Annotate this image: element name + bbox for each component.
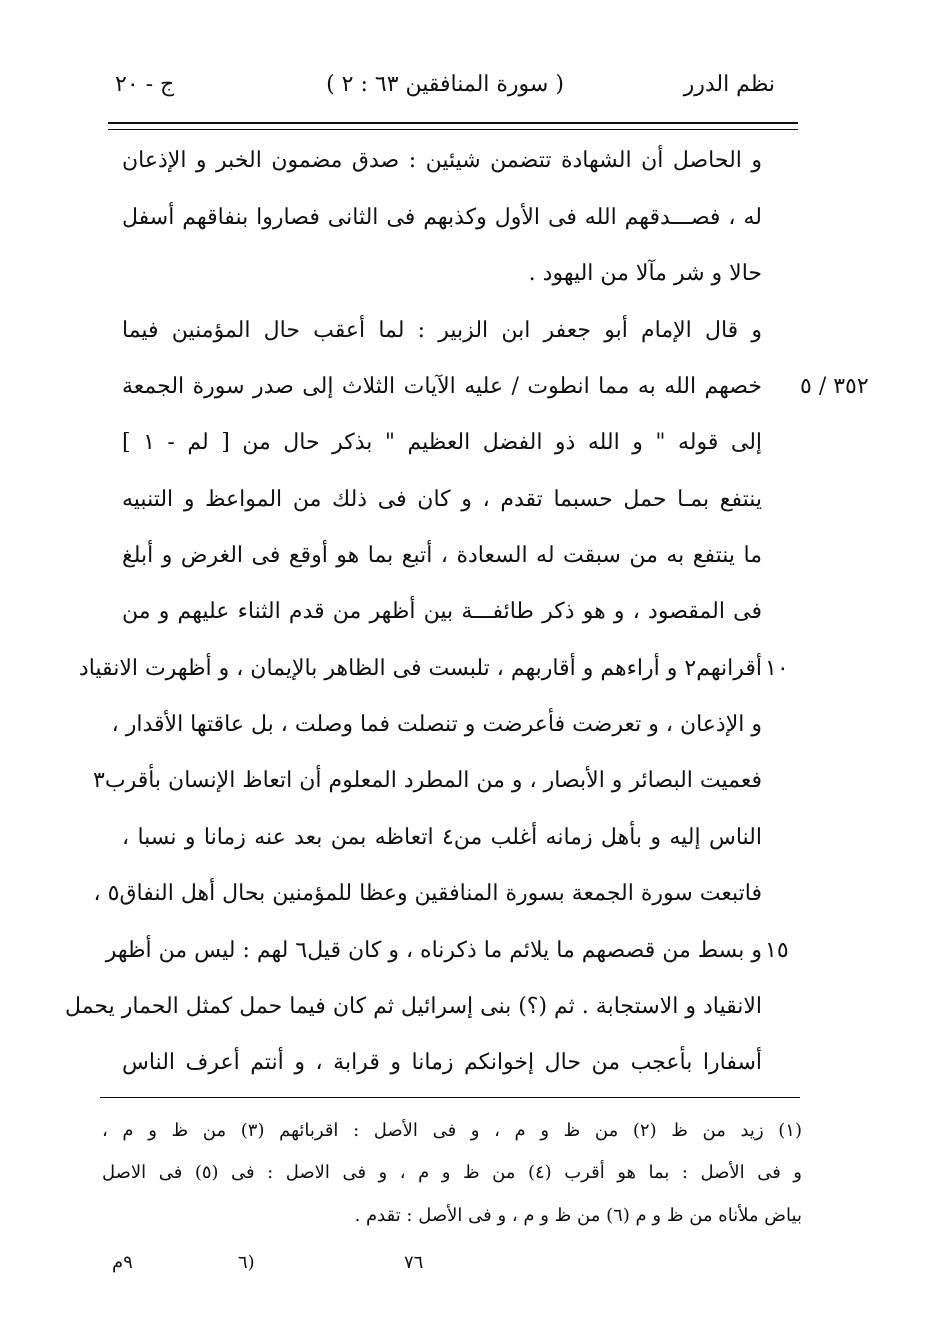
header-rule-thick <box>108 122 798 124</box>
body-line-5: خصهم الله به مما انطوت / عليه الآيات الثلاث إلى صدر سورة الجمعة <box>122 374 762 399</box>
body-line-14: فاتبعت سورة الجمعة بسورة المنافقين وعظا للمؤمنين بحال أهل النفاق٥ ، <box>93 881 762 906</box>
body-line-3: حالا و شر مآلا من اليهود . <box>528 261 762 286</box>
book-title: نظم الدرر <box>683 72 775 97</box>
footnote-line-2: و فى الأصل : بما هو أقرب (٤) من ظ و م ، و فى الاصل : فى (٥) فى الاصل <box>102 1162 803 1183</box>
margin-reference: ٣٥٢ / ٥ <box>800 374 869 399</box>
body-line-13: الناس إليه و بأهل زمانه أغلب من٤ اتعاظه بمن بعد عنه زمانا و نسبا ، <box>122 825 762 850</box>
volume-number: ج - ٢٠ <box>115 72 175 97</box>
line-number-10: ١٠ <box>765 656 789 681</box>
body-line-10: أقرانهم٢ و أراءهم و أقاربهم ، تلبست فى الظاهر بالإيمان ، و أظهرت الانقياد <box>78 656 762 681</box>
footnote-line-3: بياض ملأناه من ظ و م (٦) من ظ و م ، و فى الأصل : تقدم . <box>354 1205 802 1226</box>
surah-reference: ( سورة المنافقين ٦٣ : ٢ ) <box>326 72 564 97</box>
signature-mark-left: ٩م <box>112 1252 133 1273</box>
footnote-line-1: (١) زيد من ظ (٢) من ظ و م ، و فى الأصل : اقربائهم (٣) من ظ و م ، <box>102 1120 802 1141</box>
body-line-15: و بسط من قصصهم ما يلائم ما ذكرناه ، و كان قيل٦ لهم : ليس من أظهر <box>105 938 762 963</box>
line-number-15: ١٥ <box>765 938 789 963</box>
body-line-4: و قال الإمام أبو جعفر ابن الزبير : لما أعقب حال المؤمنين فيما <box>122 318 762 343</box>
header-rule-thin <box>108 129 798 130</box>
body-line-16: الانقياد و الاستجابة . ثم (؟) بنى إسرائيل ثم كان فيما حمل كمثل الحمار يحمل <box>65 994 762 1019</box>
body-line-6: إلى قوله " و الله ذو الفضل العظيم " بذكر حال من [ لم - ١ ] <box>122 430 763 455</box>
running-header <box>115 72 775 112</box>
body-line-12: فعميت البصائر و الأبصار ، و من المطرد المعلوم أن اتعاظ الإنسان بأقرب٣ <box>93 768 762 793</box>
footnote-rule <box>100 1097 800 1098</box>
body-line-2: له ، فصـــدقهم الله فى الأول وكذبهم فى الثانى فصاروا بنفاقهم أسفل <box>122 205 762 230</box>
page-number: ٧٦ <box>404 1252 424 1273</box>
signature-mark-mid: (٦ <box>238 1252 255 1273</box>
body-line-1: و الحاصل أن الشهادة تتضمن شيئين : صدق مضمون الخبر و الإذعان <box>122 148 762 173</box>
body-line-9: فى المقصود ، و هو ذكر طائفـــة بين أظهر من قدم الثناء عليهم و من <box>122 599 762 624</box>
body-line-17: أسفارا بأعجب من حال إخوانكم زمانا و قرابة ، و أنتم أعرف الناس <box>122 1050 762 1075</box>
body-line-7: ينتفع بمـا حمل حسبما تقدم ، و كان فى ذلك من المواعظ و التنبيه <box>122 487 762 512</box>
body-line-8: ما ينتفع به من سبقت له السعادة ، أتبع بما هو أوقع فى الغرض و أبلغ <box>122 543 762 568</box>
body-line-11: و الإذعان ، و تعرضت فأعرضت و تنصلت فما وصلت ، بل عاقتها الأقدار ، <box>111 712 762 737</box>
